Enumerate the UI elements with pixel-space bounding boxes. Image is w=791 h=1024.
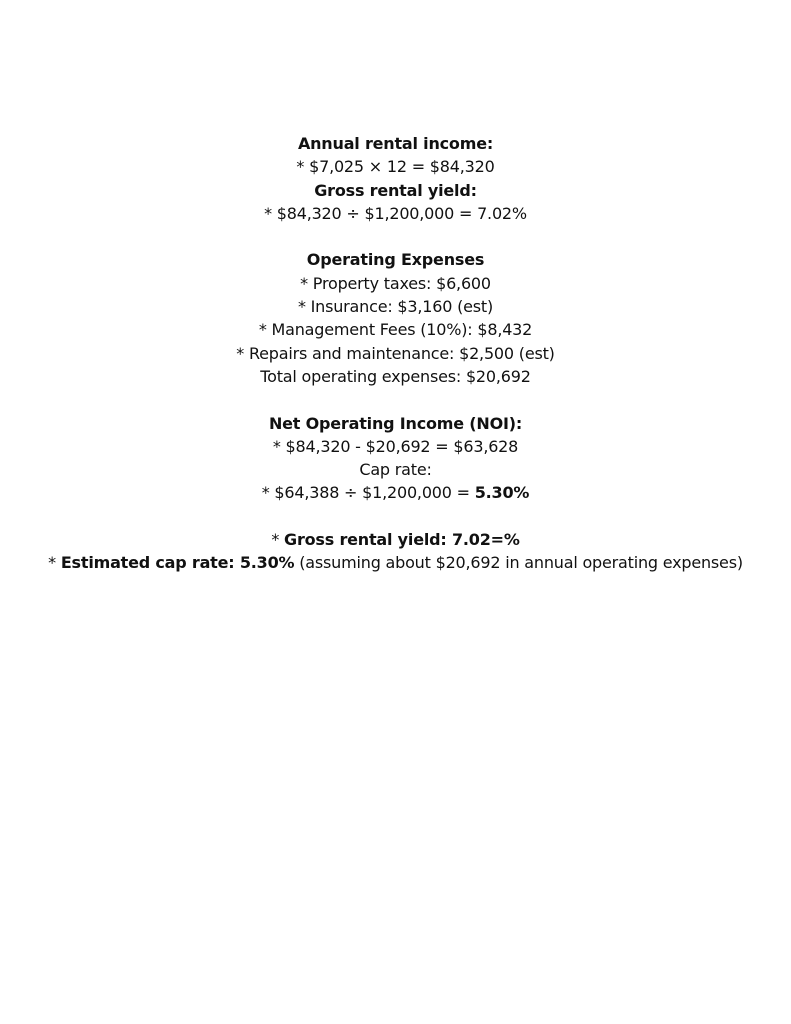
expense-item-repairs: * Repairs and maintenance: $2,500 (est)	[236, 343, 555, 363]
operating-expenses-heading: Operating Expenses	[306, 250, 485, 270]
annual-income-calc: * $7,025 × 12 = $84,320	[296, 157, 495, 177]
section-spacer	[0, 505, 791, 528]
cap-rate-calc-result: 5.30%	[474, 483, 530, 503]
document-body	[0, 132, 791, 575]
expense-item-insurance: * Insurance: $3,160 (est)	[297, 297, 494, 317]
noi-calc: * $84,320 - $20,692 = $63,628	[272, 436, 519, 456]
expense-item-management-fees: * Management Fees (10%): $8,432	[258, 320, 533, 340]
summary-cap-rate-note: (assuming about $20,692 in annual operating expenses)	[294, 553, 743, 573]
gross-yield-calc: * $84,320 ÷ $1,200,000 = 7.02%	[264, 203, 527, 223]
summary-gross-yield	[0, 528, 791, 551]
summary-bullet: *	[48, 553, 61, 573]
expenses-total: Total operating expenses: $20,692	[260, 366, 531, 386]
cap-rate-calc-prefix: * $64,388 ÷ $1,200,000 =	[261, 483, 475, 503]
cap-rate-heading: Cap rate:	[359, 460, 432, 480]
annual-income-heading: Annual rental income:	[297, 134, 494, 153]
summary-bullet: *	[271, 530, 285, 550]
summary-gross-yield-text: Gross rental yield: 7.02=%	[284, 530, 520, 550]
summary-cap-rate-label: Estimated cap rate: 5.30%	[60, 553, 295, 573]
section-spacer	[0, 225, 791, 248]
cap-rate-calc	[0, 481, 791, 504]
section-spacer	[0, 388, 791, 411]
noi-heading: Net Operating Income (NOI):	[268, 413, 523, 433]
expense-item-property-taxes: * Property taxes: $6,600	[300, 273, 491, 293]
summary-cap-rate	[0, 551, 791, 574]
gross-yield-heading: Gross rental yield:	[314, 180, 477, 200]
